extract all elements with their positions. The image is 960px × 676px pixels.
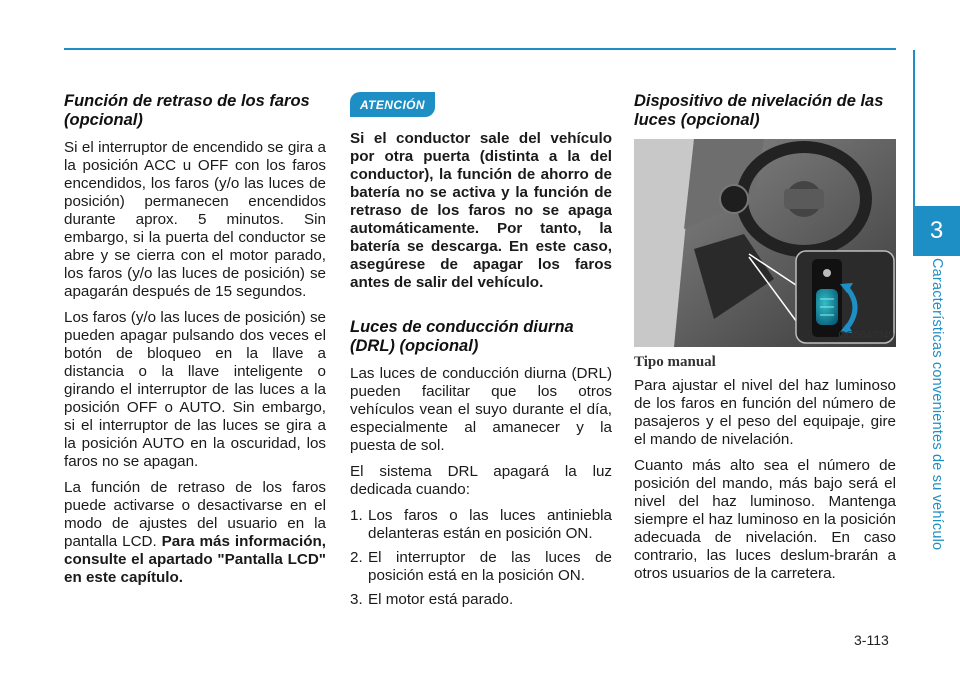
dashboard-illustration [634,139,896,347]
chapter-title: Características convenientes de su vehículo [929,258,945,551]
list-item [350,507,612,543]
list-number: 2. [350,549,363,566]
list-text: El interruptor de las luces de posición está en la posición ON. [368,549,612,584]
paragraph: Para ajustar el nivel del haz luminoso de los faros en función del número de pasajeros y el peso del equipaje, gire el mando de nivelación. [634,377,896,448]
section-heading-headlight-delay: Función de retraso de los faros (opcional) [64,92,310,129]
column-right [634,92,896,591]
paragraph [64,479,326,587]
header-rule [64,48,896,50]
list-number: 3. [350,591,363,608]
subheading-manual-type: Tipo manual [634,354,716,370]
warning-text: Si el conductor sale del vehículo por otra puerta (distinta a la del conductor), la función de ahorro de batería no se activa y la función de retraso de los faros no se apaga automáticamente. Por tanto, la batería se descarga. En este caso, asegúrese de apagar los faros antes de salir del vehículo. [350,130,612,291]
side-rule [913,50,915,210]
chapter-tab[interactable]: 3 [913,206,960,256]
paragraph: Si el interruptor de encendido se gira a la posición ACC u OFF con los faros encendidos, los faros (y/o las luces de posición) permanecen encendidos durante aprox. 5 minutos. Sin embargo, si la puerta del conductor se abre y se cierra con el motor parado, los faros (y/o las luces de posición) se apagarán después de 15 segundos. [64,139,326,300]
warning-badge: ATENCIÓN [350,92,435,117]
reference-note: Para más información, consulte el apartado "Pantalla LCD" en este capítulo. [64,533,326,586]
section-heading-drl: Luces de conducción diurna (DRL) (opcional) [350,318,574,355]
dashboard-figure [634,139,896,347]
paragraph: Las luces de conducción diurna (DRL) pueden facilitar que los otros vehículos vean el suyo durante el día, especialmente al amanecer y la puesta de sol. [350,365,612,454]
column-left [64,92,326,595]
column-middle [350,92,612,615]
paragraph-text: La función de retraso de los faros puede activarse o desactivarse en el modo de ajustes del usuario en la pantalla LCD. [64,479,326,550]
list-number: 1. [350,507,363,524]
page-number: 3-113 [854,632,889,648]
paragraph: El sistema DRL apagará la luz dedicada cuando: [350,463,612,498]
condition-list [350,507,612,609]
paragraph: Cuanto más alto sea el número de posición del mando, más bajo será el nivel del haz luminoso. Mantenga siempre el haz luminoso en la posición adecuada de nivelación. En caso contrario, las luces deslum-brarán a otros usuarios de la carretera. [634,457,896,582]
figure-code: OOS047049 [838,330,894,341]
section-heading-leveling: Dispositivo de nivelación de las luces (opcional) [634,92,884,129]
list-text: Los faros o las luces antiniebla delanteras están en posición ON. [368,507,612,542]
list-text: El motor está parado. [368,591,514,608]
paragraph: Los faros (y/o las luces de posición) se pueden apagar pulsando dos veces el botón de bloqueo en la llave a distancia o la llave inteligente o girando el interruptor de las luces a la posición OFF o AUTO. Sin embargo, si el interruptor de las luces se gira a la posición AUTO en la oscuridad, los faros no se apagan. [64,309,326,470]
list-item [350,549,612,585]
list-item [350,591,612,609]
